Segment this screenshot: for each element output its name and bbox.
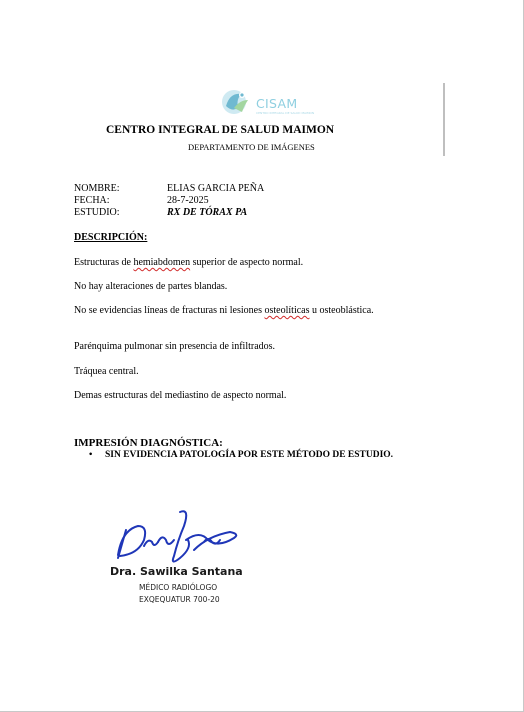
- name-value: ELIAS GARCIA PEÑA: [167, 183, 265, 194]
- logo-wordmark: CISAM: [256, 96, 298, 111]
- doctor-role: MÉDICO RADIÓLOGO: [139, 583, 218, 592]
- bullet-icon: •: [89, 450, 93, 460]
- impression-item: [89, 450, 393, 460]
- description-paragraph-4: Parénquima pulmonar sin presencia de infiltrados.: [74, 341, 276, 352]
- date-label: FECHA:: [74, 195, 110, 206]
- date-value: 28-7-2025: [167, 195, 209, 206]
- doctor-name: Dra. Sawilka Santana: [110, 565, 243, 578]
- department-name: DEPARTAMENTO DE IMÁGENES: [188, 142, 315, 152]
- p1-text-a: Estructuras de: [74, 257, 134, 268]
- institution-title: CENTRO INTEGRAL DE SALUD MAIMON: [106, 124, 335, 136]
- description-paragraph-5: Tráquea central.: [74, 366, 139, 377]
- margin-divider: [443, 83, 445, 156]
- doctor-exequatur: EXQEQUATUR 700-20: [139, 595, 220, 604]
- p1-text-c: superior de aspecto normal.: [190, 257, 304, 268]
- impression-text: SIN EVIDENCIA PATOLOGÍA POR ESTE MÉTODO DE ESTUDIO.: [105, 450, 394, 460]
- logo-subtext: CENTRO INTEGRAL DE SALUD MAIMON: [256, 111, 315, 115]
- description-paragraph-3: [74, 305, 414, 317]
- p1-spellcheck-word: hemiabdomen: [133, 257, 191, 268]
- name-label: NOMBRE:: [74, 183, 120, 194]
- p3-text-a: No se evidencias líneas de fracturas ni lesiones: [74, 305, 265, 316]
- description-heading: DESCRIPCIÓN:: [74, 232, 148, 243]
- handwritten-signature: [108, 500, 248, 570]
- description-paragraph-2: No hay alteraciones de partes blandas.: [74, 281, 228, 292]
- study-value: RX DE TÓRAX PA: [167, 207, 248, 218]
- description-paragraph-6: Demas estructuras del mediastino de aspecto normal.: [74, 390, 287, 401]
- study-label: ESTUDIO:: [74, 207, 120, 218]
- p3-text-c: u osteoblástica.: [309, 305, 374, 316]
- p3-spellcheck-word: osteolíticas: [264, 305, 310, 316]
- description-paragraph-1: [74, 257, 414, 269]
- impression-heading: IMPRESIÓN DIAGNÓSTICA:: [74, 437, 223, 449]
- cisam-logo: [220, 86, 320, 122]
- logo-emblem-icon: [220, 86, 256, 118]
